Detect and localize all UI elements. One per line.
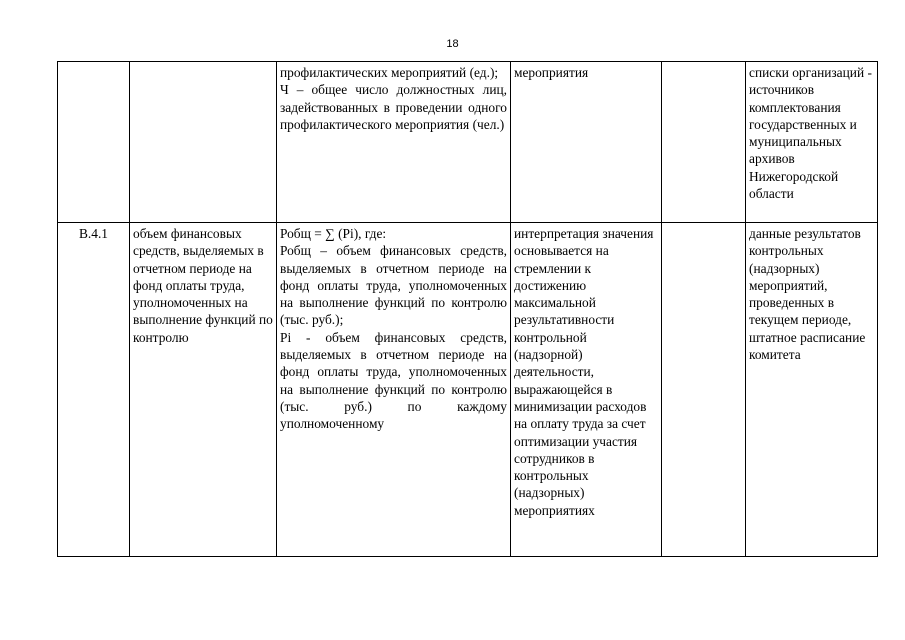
indicators-table <box>57 61 878 557</box>
data-source-text: списки организаций - источников комплектования государственных и муниципальных архивов Нижегородской области <box>749 65 872 202</box>
indicator-code-cell <box>58 62 130 223</box>
data-source-cell <box>746 223 878 557</box>
indicator-code-cell <box>58 223 130 557</box>
interpretation-cell <box>511 62 662 223</box>
interpretation-text: интерпретация значения основывается на стремлении к достижению максимальной результативности контрольной (надзорной) деятельности, выражающейся в минимизации расходов на оплату труда за счет оптимизации участия сотрудников в контрольных (надзорных) мероприятиях <box>514 226 654 518</box>
data-source-text: данные результатов контрольных (надзорных) мероприятий, проведенных в текущем периоде, штатное расписание комитета <box>749 226 866 363</box>
formula-cell <box>277 62 511 223</box>
formula-text: Робщ = ∑ (Pi), где: Робщ – объем финансовых средств, выделяемых в отчетном периоде на фонд оплаты труда, уполномоченных на выполнение функций по контролю (тыс. руб.); Pi - объем финансовых средств, выделяемых в отчетном периоде на фонд оплаты труда, уполномоченных на выполнение функций по контролю (тыс. руб.) по каждому уполномоченному <box>280 226 507 432</box>
formula-cell <box>277 223 511 557</box>
table-row <box>58 223 878 557</box>
page-number: 18 <box>446 38 459 50</box>
indicator-name-cell <box>130 223 277 557</box>
data-source-cell <box>746 62 878 223</box>
indicator-code: В.4.1 <box>78 226 109 241</box>
formula-text: профилактических мероприятий (ед.); Ч – общее число должностных лиц, задействованных в проведении одного профилактического мероприятия (чел.) <box>280 65 507 132</box>
indicator-name-cell <box>130 62 277 223</box>
indicator-name: объем финансовых средств, выделяемых в отчетном периоде на фонд оплаты труда, уполномоченных на выполнение функций по контролю <box>133 226 273 345</box>
interpretation-text: мероприятия <box>514 65 589 80</box>
table-row <box>58 62 878 223</box>
interpretation-cell <box>511 223 662 557</box>
empty-cell <box>662 62 746 223</box>
empty-cell <box>662 223 746 557</box>
